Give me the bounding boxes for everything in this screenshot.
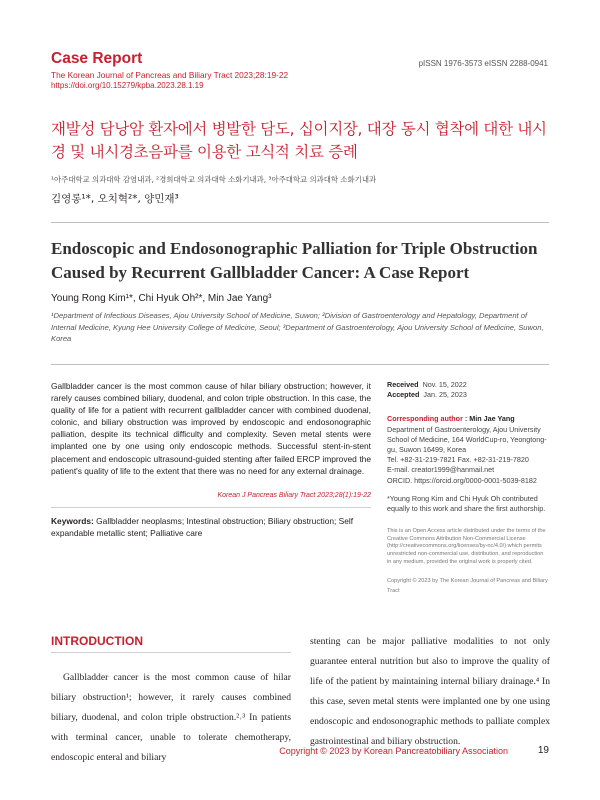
equal-contribution-note: *Young Rong Kim and Chi Hyuk Oh contributed equally to this work and share the first authorship. <box>387 493 546 514</box>
corr-email[interactable]: E-mail. creator1999@hanmail.net <box>387 465 495 475</box>
section-heading-introduction: INTRODUCTION <box>51 634 143 648</box>
korean-authors: 김영롱¹*, 오치혁²*, 양민재³ <box>51 193 179 205</box>
abstract-divider <box>51 364 549 365</box>
intro-left-column: Gallbladder cancer is the most common cause of hilar biliary obstruction¹; however, it rarely causes combined biliary, duodenal, and colon triple obstruction.²˒³ In patients with terminal cancer, unable to tolerate chemotherapy, endoscopic enteral and biliary <box>51 672 291 763</box>
issn: pISSN 1976-3573 eISSN 2288-0941 <box>418 59 548 68</box>
accepted-value: Jan. 25, 2023 <box>423 390 467 400</box>
received-value: Nov. 15, 2022 <box>422 380 467 389</box>
keywords-divider <box>51 507 371 508</box>
corr-orcid[interactable]: ORCID. https://orcid.org/0000-0001-5039-8182 <box>387 475 537 485</box>
keywords-list: Gallbladder neoplasms; Intestinal obstruction; Biliary obstruction; Self expandable metallic stent; Palliative care <box>51 516 354 538</box>
keywords-label: Keywords: <box>51 516 94 526</box>
korean-title: 재발성 담낭암 환자에서 병발한 담도, 십이지장, 대장 동시 협착에 대한 내시경 및 내시경초음파를 이용한 고식적 치료 증례 <box>51 120 547 161</box>
article-type: Case Report <box>51 50 143 67</box>
received-date <box>387 380 549 390</box>
keywords <box>51 515 371 539</box>
abstract-citation: Korean J Pancreas Biliary Tract 2023;28(1):19-22 <box>217 492 371 499</box>
open-access-notice: This is an Open Access article distributed under the terms of the Creative Commons Attribution Non-Commercial License (http://creativecommons.org/licenses/by-nc/4.0/) which permits unrestricted non-commercial use, distribution, and reproduction in any medium, provided the original work is properly cited. <box>387 528 546 565</box>
accepted-date <box>387 390 549 400</box>
accepted-label: Accepted <box>387 390 420 400</box>
corr-phone: Tel. +82-31-219-7821 Fax. +82-31-219-7820 <box>387 455 529 465</box>
corresponding-author <box>387 414 549 424</box>
footer-copyright: Copyright © 2023 by Korean Pancreatobiliary Association <box>279 746 508 756</box>
korean-affiliations: ¹아주대학교 의과대학 감염내과, ²경희대학교 의과대학 소화기내과, ³아주대학교 의과대학 소화기내과 <box>51 175 377 184</box>
doi-link[interactable]: https://doi.org/10.15279/kpba.2023.28.1.19 <box>51 81 204 90</box>
sidebar-copyright: Copyright © 2023 by The Korean Journal of Pancreas and Biliary Tract <box>387 578 548 595</box>
page-number: 19 <box>537 745 549 756</box>
corr-address: Department of Gastroenterology, Ajou University School of Medicine, 164 WorldCup-ro, Yeongtong-gu, Suwon 16499, Korea <box>387 424 547 455</box>
article-info-sidebar <box>387 380 549 597</box>
title-divider <box>51 222 549 223</box>
journal-citation: The Korean Journal of Pancreas and Biliary Tract 2023;28:19-22 <box>51 70 289 80</box>
corr-name: Min Jae Yang <box>469 414 515 424</box>
abstract-text: Gallbladder cancer is the most common cause of hilar biliary obstruction; however, it rarely causes combined biliary, duodenal, and colon triple obstruction. In this case, the quality of life for a patient with recurrent gallbladder cancer with combined duodenal, colonic, and biliary obstruction was improved by endoscopic and endosonographic palliation, despite its technical difficulty and complexity. Seven metal stents were implanted one by one using only endoscopic methods. Successful stent-in-stent placement and endoscopic ultrasound-guided stenting after failed ERCP improved the patient's quality of life to the extent that there was no need for any external drainage. <box>51 381 371 476</box>
english-title: Endoscopic and Endosonographic Palliation for Triple Obstruction Caused by Recurrent Gallbladder Cancer: A Case Report <box>51 239 538 282</box>
intro-right-column: stenting can be major palliative modalities to not only guarantee enteral nutrition but also to improve the quality of life of the patient by maintaining internal biliary drainage.⁴ In this case, seven metal stents were implanted one by one using endoscopic and endosonographic methods to palliate complex gastrointestinal and biliary obstruction. <box>310 636 550 747</box>
english-authors: Young Rong Kim¹*, Chi Hyuk Oh²*, Min Jae Yang³ <box>51 293 272 304</box>
english-affiliations: ¹Department of Infectious Diseases, Ajou University School of Medicine, Suwon; ²Division of Gastroenterology and Hepatology, Department of Internal Medicine, Kyung Hee University College of Medicine, Seoul; ³Department of Gastroenterology, Ajou University School of Medicine, Suwon, Korea <box>51 311 544 343</box>
received-label: Received <box>387 380 419 389</box>
intro-divider <box>51 652 291 653</box>
corr-label: Corresponding author : <box>387 414 470 424</box>
